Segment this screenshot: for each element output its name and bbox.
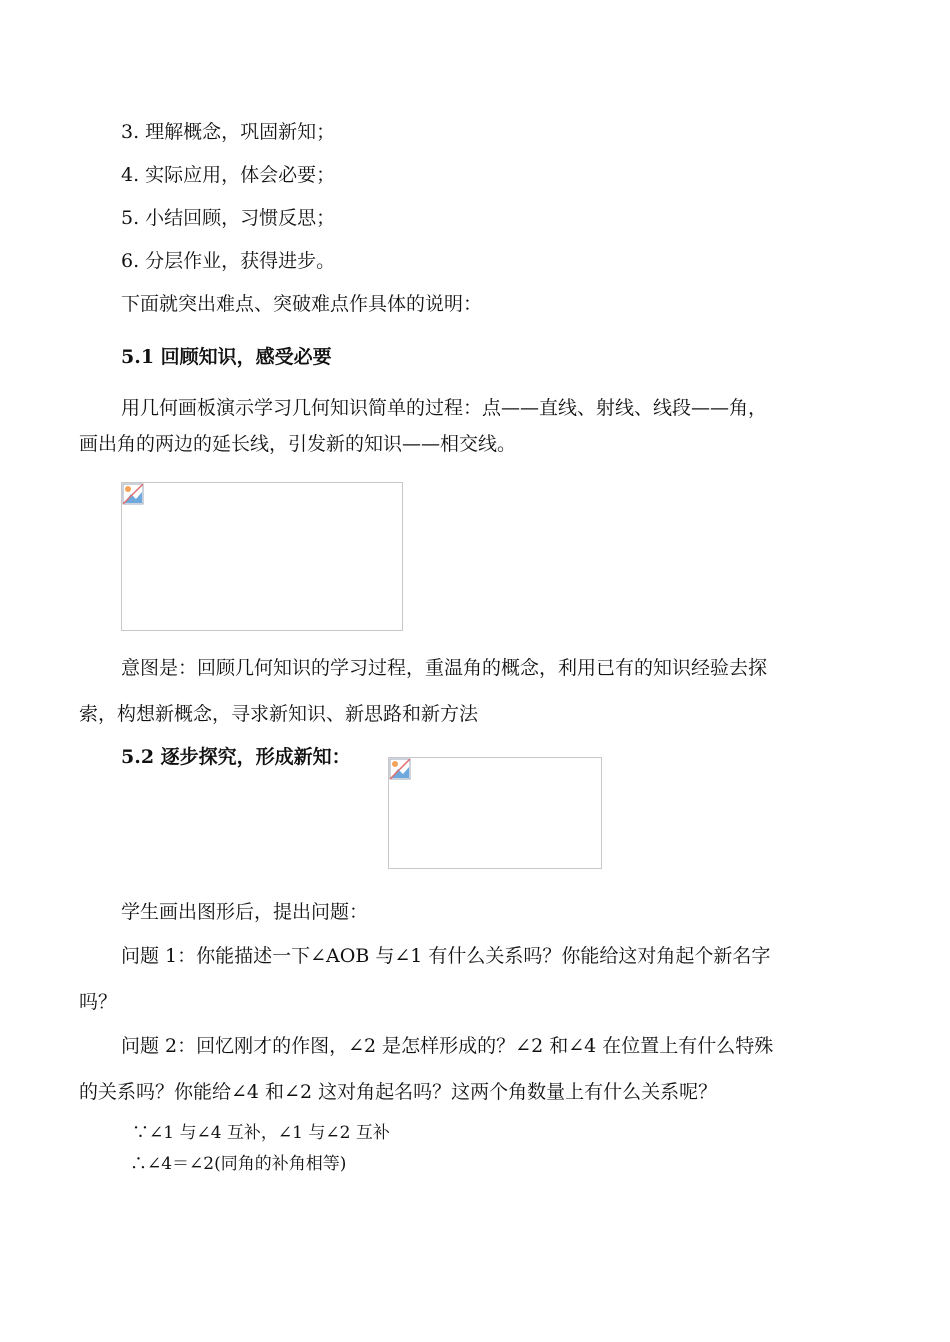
list-item-3: 3. 理解概念，巩固新知； (121, 121, 336, 143)
question2-line1: 问题 2：回忆刚才的作图，∠2 是怎样形成的？∠2 和∠4 在位置上有什么特殊 (121, 1035, 774, 1057)
question1-line2: 吗？ (79, 991, 118, 1013)
figure-1-placeholder (121, 482, 403, 631)
figure-2-placeholder (388, 757, 602, 869)
section1-intent-line1: 意图是：回顾几何知识的学习过程，重温角的概念，利用已有的知识经验去探 (121, 657, 768, 679)
intro-line: 下面就突出难点、突破难点作具体的说明： (121, 293, 483, 315)
proof-line2: ∴∠4＝∠2(同角的补角相等) (130, 1154, 347, 1174)
section-heading-5-1: 5.1 回顾知识，感受必要 (121, 346, 332, 368)
section1-paragraph-line1: 用几何画板演示学习几何知识简单的过程：点——直线、射线、线段——角， (121, 397, 768, 419)
section2-after-figure: 学生画出图形后，提出问题： (121, 901, 369, 923)
list-item-4: 4. 实际应用，体会必要； (121, 164, 336, 186)
list-item-5: 5. 小结回顾，习惯反思； (121, 207, 336, 229)
section1-intent-line2: 索，构想新概念，寻求新知识、新思路和新方法 (79, 703, 479, 725)
broken-image-icon (122, 483, 144, 505)
question1-line1: 问题 1：你能描述一下∠AOB 与∠1 有什么关系吗？你能给这对角起个新名字 (121, 945, 771, 967)
question2-line2: 的关系吗？你能给∠4 和∠2 这对角起名吗？这两个角数量上有什么关系呢？ (79, 1081, 718, 1103)
list-item-6: 6. 分层作业，获得进步。 (121, 250, 336, 272)
section-heading-5-2: 5.2 逐步探究，形成新知： (121, 746, 351, 768)
section1-paragraph-line2: 画出角的两边的延长线，引发新的知识——相交线。 (79, 433, 517, 455)
proof-line1: ∵∠1 与∠4 互补，∠1 与∠2 互补 (132, 1123, 390, 1143)
broken-image-icon (389, 758, 411, 780)
